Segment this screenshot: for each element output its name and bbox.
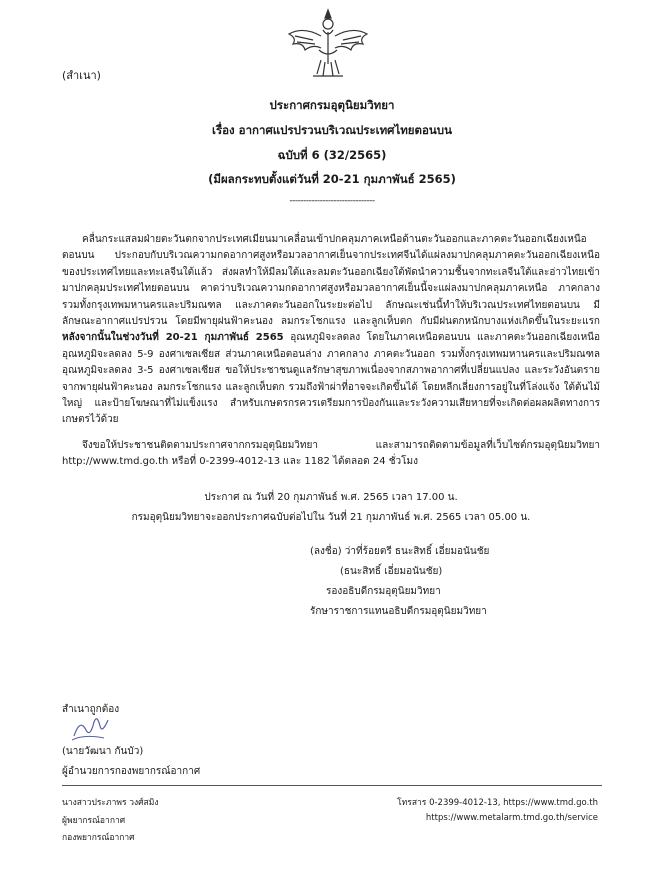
signature-name: (ธนะสิทธิ์ เอี่ยมอนันชัย) [340,566,443,577]
garuda-emblem-icon [283,4,373,84]
para1-highlight: หลังจากนั้นในช่วงวันที่ 20-21 กุมภาพันธ์ 2565 [62,332,284,344]
announcement-effective-date: (มีผลกระทบตั้งแต่วันที่ 20-21 กุมภาพันธ์ 2565) [208,172,456,186]
footer-divider [62,785,602,786]
certify-name: (นายวัฒนา กันบัว) [62,746,144,757]
body-paragraph-1 [62,232,600,429]
announcement-title: ประกาศกรมอุตุนิยมวิทยา [269,98,395,112]
signature-acting: รักษาราชการแทนอธิบดีกรมอุตุนิยมวิทยา [310,606,487,617]
footer-division: กองพยากรณ์อากาศ [62,833,135,843]
signature-signed: (ลงชื่อ) ว่าที่ร้อยตรี ธนะสิทธิ์ เอี่ยมอนันชัย [310,546,490,557]
copy-mark: (สำเนา) [62,69,101,82]
certify-title: สำเนาถูกต้อง [62,704,120,715]
para1-text-b: อุณหภูมิจะลดลง โดยในภาคเหนือตอนบน และภาคตะวันออกเฉียงเหนือ อุณหภูมิจะลดลง 5-9 องศาเซลเซียส ส่วนภาคเหนือตอนล่าง ภาคกลาง ภาคตะวันออก รวมทั้งกรุงเทพมหานครและปริมณฑล อุณหภูมิจะลดลง 3-5 องศาเซลเซียส ขอให้ประชาชนดูแลรักษาสุขภาพเนื่องจากสภาพอากาศที่เปลี่ยนแปลง และระวังอันตรายจากพายุฝนฟ้าคะนอง ลมกระโชกแรง และลูกเห็บตก รวมถึงฟ้าผ่าที่อาจจะเกิดขึ้นได้ โดยหลีกเลี่ยงการอยู่ในที่โล่งแจ้ง ใต้ต้นไม้ใหญ่ และป้ายโฆษณาที่ไม่แข็งแรง สำหรับเกษตรกรควรเตรียมการป้องกันและระวังความเสียหายที่จะเกิดต่อผลผลิตทางการเกษตรไว้ด้วย [62,332,600,426]
footer-author: นางสาวประภาพร วงศ์สมิง [62,798,159,808]
signature-block [310,542,530,622]
title-divider: ------------------------------- [289,196,375,206]
next-announce: กรมอุตุนิยมวิทยาจะออกประกาศฉบับต่อไปใน วันที่ 21 กุมภาพันธ์ พ.ศ. 2565 เวลา 05.00 น. [131,512,531,523]
signature-position: รองอธิบดีกรมอุตุนิยมวิทยา [326,586,441,597]
body-paragraph-2: จึงขอให้ประชาชนติดตามประกาศจากกรมอุตุนิยมวิทยา และสามารถติดตามข้อมูลที่เว็บไซต์กรมอุตุนิยมวิทยา http://www.tmd.go.th หรือที่ 0-2399-4012-13 และ 1182 ได้ตลอด 24 ชั่วโมง [62,440,600,468]
handwritten-signature-icon [70,712,110,742]
para1-text-a: คลื่นกระแสลมฝ่ายตะวันตกจากประเทศเมียนมาเคลื่อนเข้าปกคลุมภาคเหนือด้านตะวันออกและภาคตะวันออกเฉียงเหนือตอนบน ประกอบกับบริเวณความกดอากาศสูงหรือมวลอากาศเย็นจากประเทศจีนได้แผ่ลงมาปกคลุมภาคตะวันออกเฉียงเหนือของประเทศไทยและทะเลจีนใต้แล้ว ส่งผลทำให้มีลมใต้และลมตะวันออกเฉียงใต้พัดนำความชื้นจากทะเลจีนใต้และอ่าวไทยเข้ามาปกคลุมประเทศไทยตอนบน คาดว่าบริเวณความกดอากาศสูงหรือมวลอากาศเย็นนี้จะแผ่ลงมาปกคลุมภาคเหนือ ภาคกลาง รวมทั้งกรุงเทพมหานครและปริมณฑล และภาคตะวันออกในระยะต่อไป ลักษณะเช่นนี้ทำให้บริเวณประเทศไทยตอนบน มีลักษณะอากาศแปรปรวน โดยมีพายุฝนฟ้าคะนอง ลมกระโชกแรง และลูกเห็บตก กับมีฝนตกหนักบางแห่งเกิดขึ้นในระยะแรก [62,234,600,328]
announcement-issue: ฉบับที่ 6 (32/2565) [277,148,387,162]
footer-author-role: ผู้พยากรณ์อากาศ [62,816,126,826]
footer-contact: โทรสาร 0-2399-4012-13, https://www.tmd.go.th [397,798,598,808]
announce-date: ประกาศ ณ วันที่ 20 กุมภาพันธ์ พ.ศ. 2565 เวลา 17.00 น. [204,492,458,503]
certify-position: ผู้อำนวยการกองพยากรณ์อากาศ [62,766,201,777]
footer-service-link[interactable]: https://www.metalarm.tmd.go.th/service [425,813,598,823]
announcement-subject: เรื่อง อากาศแปรปรวนบริเวณประเทศไทยตอนบน [212,123,452,137]
